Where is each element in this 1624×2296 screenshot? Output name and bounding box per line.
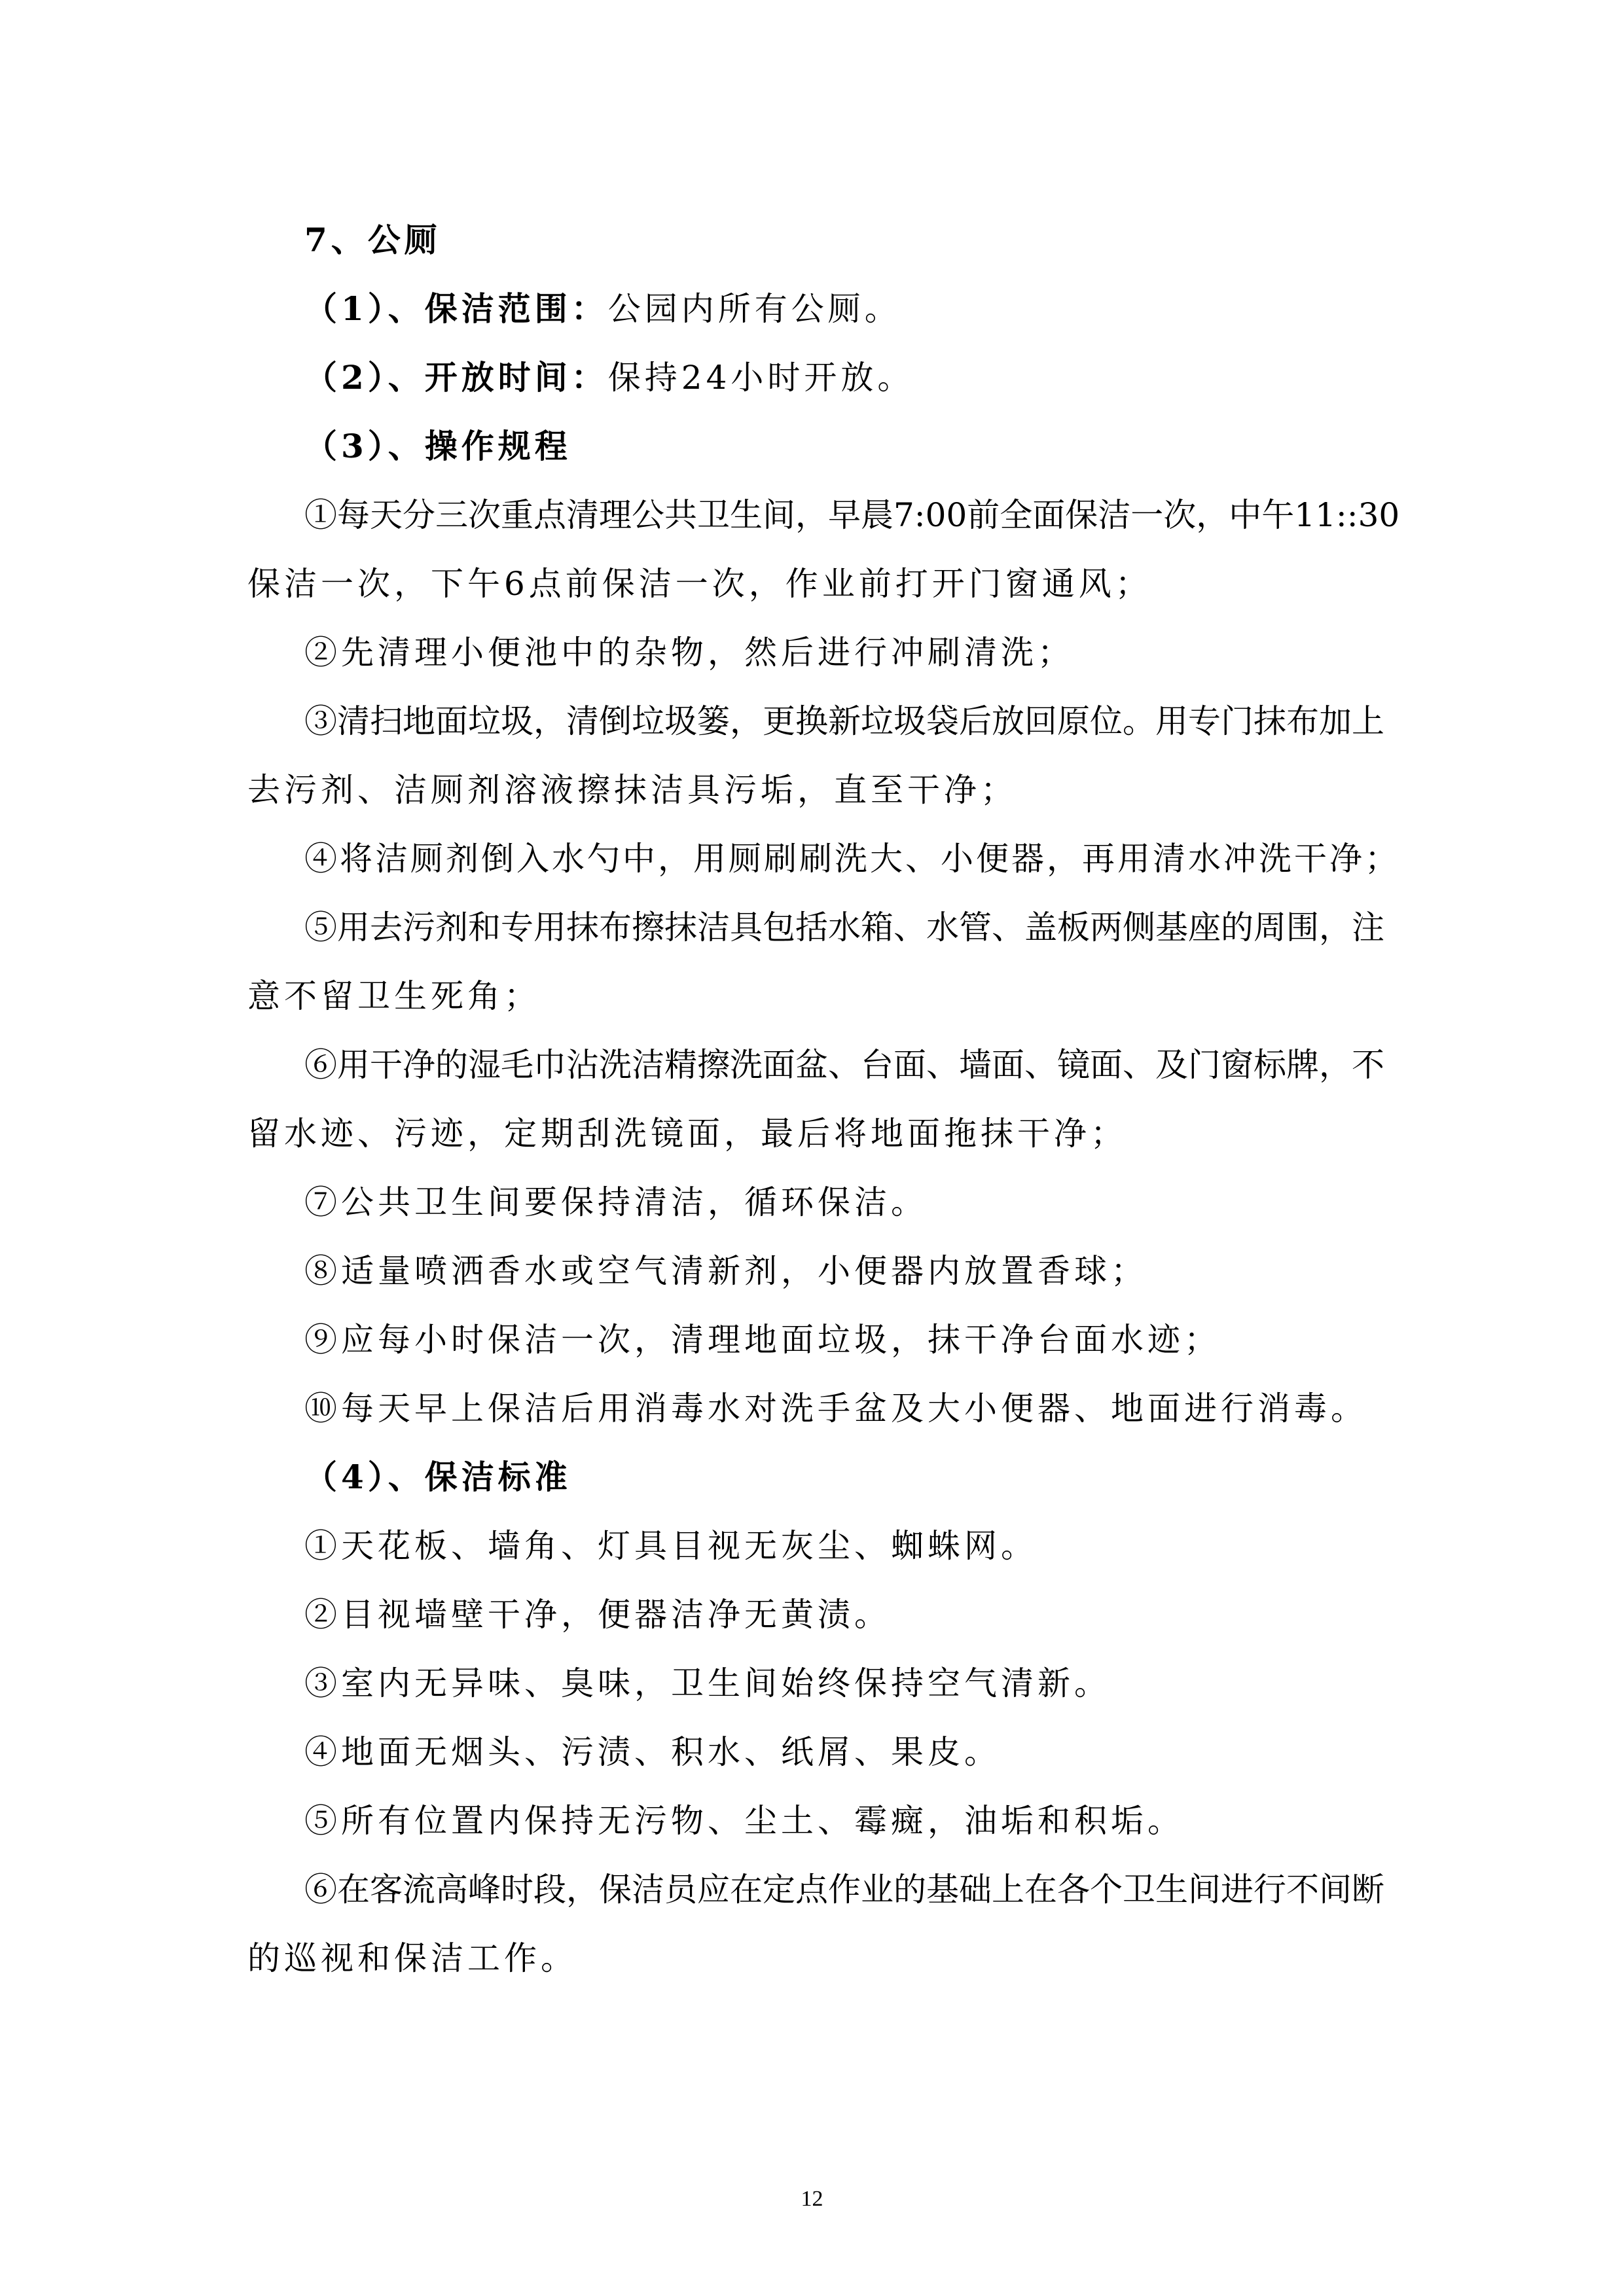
scope-label: （1）、保洁范围： [304, 289, 608, 328]
procedure-item-8: ⑧适量喷洒香水或空气清新剂，小便器内放置香球； [304, 1252, 1147, 1290]
procedure-item-3-line-2: 去污剂、洁厕剂溶液擦抹洁具污垢，直至干净； [247, 771, 1017, 809]
standards-item-1: ①天花板、墙角、灯具目视无灰尘、蜘蛛网。 [304, 1527, 1038, 1565]
scope-text: 公园内所有公厕。 [607, 290, 901, 328]
standards-item-3: ③室内无异味、臭味，卫生间始终保持空气清新。 [304, 1664, 1111, 1702]
hours-label: （2）、开放时间： [304, 358, 608, 397]
standards-item-6-line-2: 的巡视和保洁工作。 [247, 1939, 577, 1977]
procedure-item-4: ④将洁厕剂倒入水勺中，用厕刷刷洗大、小便器，再用清水冲洗干净； [304, 840, 1400, 878]
procedure-item-2: ②先清理小便池中的杂物，然后进行冲刷清洗； [304, 634, 1074, 672]
standards-item-4: ④地面无烟头、污渍、积水、纸屑、果皮。 [304, 1733, 1001, 1771]
procedure-item-5-line-2: 意不留卫生死角； [247, 977, 541, 1015]
page-number: 12 [801, 2187, 823, 2211]
hours-paragraph [304, 358, 1404, 397]
procedure-item-6-line-2: 留水迹、污迹，定期刮洗镜面，最后将地面拖抹干净； [247, 1115, 1127, 1153]
procedure-item-1-line-1: ①每天分三次重点清理公共卫生间，早晨7:00前全面保洁一次，中午11::30 [304, 496, 1400, 534]
standards-item-5: ⑤所有位置内保持无污物、尘土、霉癍，油垢和积垢。 [304, 1802, 1184, 1840]
section-title: 7、公厕 [304, 221, 441, 259]
procedure-item-1-line-2: 保洁一次，下午6点前保洁一次，作业前打开门窗通风； [247, 565, 1152, 603]
standards-item-2: ②目视墙壁干净，便器洁净无黄渍。 [304, 1596, 891, 1634]
standards-title: （4）、保洁标准 [304, 1458, 571, 1496]
procedure-item-5-line-1: ⑤用去污剂和专用抹布擦抹洁具包括水箱、水管、盖板两侧基座的周围，注 [304, 908, 1384, 946]
procedure-item-3-line-1: ③清扫地面垃圾，清倒垃圾篓，更换新垃圾袋后放回原位。用专门抹布加上 [304, 702, 1384, 740]
hours-text: 保持24小时开放。 [607, 359, 914, 397]
standards-item-6-line-1: ⑥在客流高峰时段，保洁员应在定点作业的基础上在各个卫生间进行不间断 [304, 1871, 1384, 1909]
procedure-item-10: ⑩每天早上保洁后用消毒水对洗手盆及大小便器、地面进行消毒。 [304, 1390, 1367, 1427]
procedure-item-9: ⑨应每小时保洁一次，清理地面垃圾，抹干净台面水迹； [304, 1321, 1221, 1359]
scope-paragraph [304, 289, 1404, 329]
procedure-item-7: ⑦公共卫生间要保持清洁，循环保洁。 [304, 1183, 928, 1221]
procedure-item-6-line-1: ⑥用干净的湿毛巾沾洗洁精擦洗面盆、台面、墙面、镜面、及门窗标牌，不 [304, 1046, 1384, 1084]
procedure-title: （3）、操作规程 [304, 427, 571, 465]
